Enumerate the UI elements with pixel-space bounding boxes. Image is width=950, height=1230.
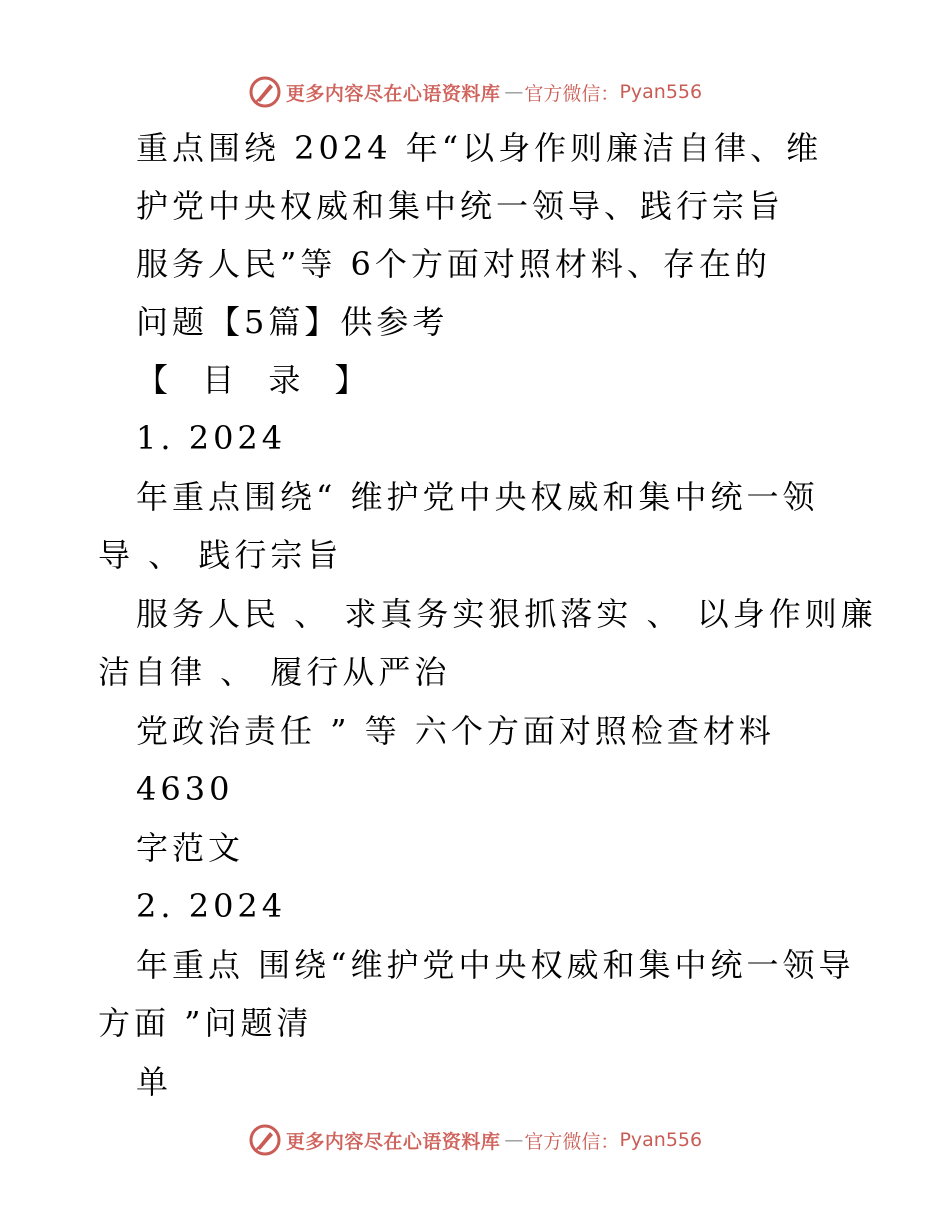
toc-item-1-line: 服务人民 、 求真务实狠抓落实 、 以身作则廉 [136, 595, 877, 633]
toc-item-1-line: 字范文 [136, 829, 245, 867]
watermark-label: 官方微信： [524, 1130, 620, 1153]
watermark-separator: — [504, 1129, 521, 1151]
watermark-separator: — [504, 81, 521, 103]
watermark-label: 官方微信： [524, 82, 620, 105]
doc-title-line-3: 服务人民”等 6个方面对照材料、存在的 [136, 245, 771, 283]
toc-item-2-line: 年重点 围绕“维护党中央权威和集中统一领导 [136, 946, 855, 984]
toc-item-1-line: 年重点围绕“ 维护党中央权威和集中统一领 [136, 478, 819, 516]
watermark-handle: Pyan556 [619, 81, 703, 103]
doc-title-line-1: 重点围绕 2024 年“以身作则廉洁自律、维 [136, 129, 823, 167]
toc-item-2-number: 2. 2024 [136, 887, 287, 925]
quill-logo-icon [248, 1123, 282, 1157]
quill-logo-icon [248, 75, 282, 109]
toc-item-2-line: 方面 ”问题清 [98, 1004, 313, 1042]
toc-item-1-line: 党政治责任 ” 等 六个方面对照检查材料 [136, 712, 775, 750]
toc-item-2-line: 单 [136, 1063, 173, 1101]
doc-title-line-2: 护党中央权威和集中统一领导、践行宗旨 [136, 187, 785, 225]
watermark-brand: 更多内容尽在心语资料库 [285, 82, 501, 105]
toc-heading: 【 目 录 】 [136, 361, 379, 399]
watermark-brand: 更多内容尽在心语资料库 [285, 1130, 501, 1153]
toc-item-1-line: 导 、 践行宗旨 [98, 536, 343, 574]
watermark-banner-top [0, 72, 950, 112]
toc-item-1-line: 4630 [136, 770, 234, 808]
doc-title-line-4: 问题【5篇】供参考 [136, 303, 449, 341]
toc-item-1-number: 1. 2024 [136, 419, 287, 457]
watermark-handle: Pyan556 [619, 1129, 703, 1151]
toc-item-1-line: 洁自律 、 履行从严治 [98, 653, 451, 691]
watermark-banner-bottom [0, 1120, 950, 1160]
